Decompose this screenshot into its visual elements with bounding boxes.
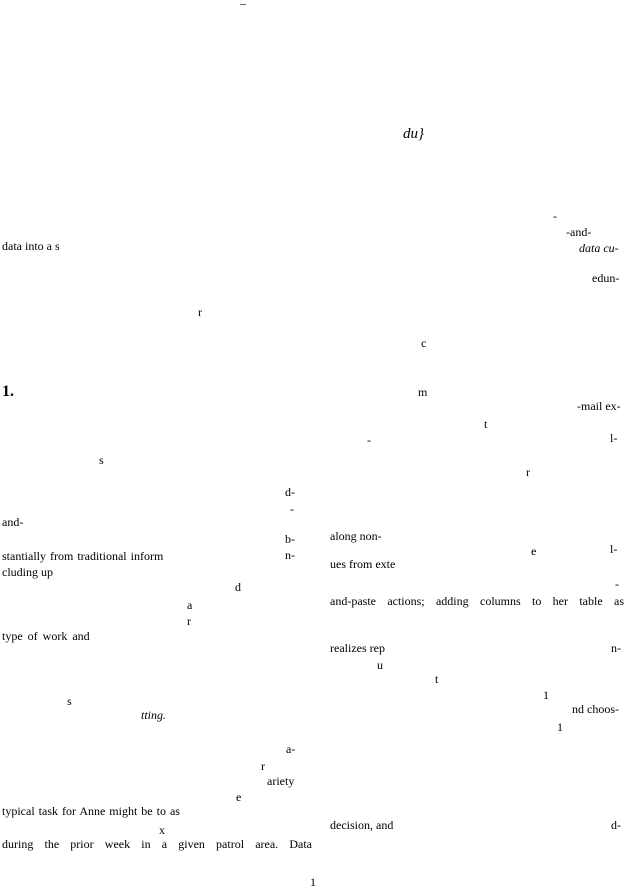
text-fragment: u — [377, 658, 383, 672]
text-fragment: ues from exte — [330, 557, 396, 571]
text-fragment: – — [240, 0, 246, 10]
text-fragment: m — [418, 385, 428, 399]
text-fragment: decision, and — [330, 818, 394, 832]
text-fragment: data into a s — [2, 239, 60, 253]
text-fragment: du} — [403, 126, 424, 142]
text-fragment: t — [435, 672, 439, 686]
text-fragment: edun- — [592, 271, 620, 285]
text-fragment: typical task for Anne might be to as — [2, 804, 180, 818]
text-fragment: and-paste actions; adding columns to her table as — [330, 594, 624, 608]
text-fragment: r — [526, 465, 530, 479]
text-fragment: e — [236, 790, 242, 804]
text-fragment: b- — [285, 532, 295, 546]
text-fragment: r — [187, 614, 191, 628]
text-fragment: realizes rep — [330, 641, 385, 655]
text-fragment: l- — [610, 431, 618, 445]
page-number: 1 — [310, 875, 316, 889]
text-fragment: data cu- — [579, 241, 619, 255]
text-fragment: 1 — [543, 688, 549, 702]
text-fragment: a — [187, 598, 193, 612]
text-fragment: d- — [611, 818, 621, 832]
text-fragment: d — [235, 580, 241, 594]
text-fragment: 1. — [2, 383, 14, 400]
text-fragment: a- — [286, 742, 296, 756]
text-fragment: t — [484, 417, 488, 431]
text-fragment: stantially from traditional inform — [2, 549, 164, 563]
text-fragment: - — [615, 577, 619, 591]
text-fragment: - — [290, 502, 294, 516]
text-fragment: r — [261, 759, 265, 773]
text-fragment: e — [531, 544, 537, 558]
text-fragment: - — [553, 209, 557, 223]
text-fragment: -mail ex- — [577, 399, 621, 413]
text-fragment: during the prior week in a given patrol area. Data — [2, 837, 312, 851]
text-fragment: n- — [285, 548, 295, 562]
text-fragment: type of work and — [2, 629, 90, 643]
text-fragment: l- — [610, 542, 618, 556]
text-fragment: cluding up — [2, 565, 53, 579]
text-fragment: x — [159, 823, 165, 837]
text-fragment: 1 — [557, 720, 563, 734]
text-fragment: ariety — [267, 774, 295, 788]
text-fragment: s — [99, 453, 104, 467]
text-fragment: nd choos- — [572, 702, 619, 716]
text-fragment: along non- — [330, 529, 382, 543]
text-fragment: - — [367, 433, 371, 447]
text-fragment: tting. — [141, 708, 167, 722]
text-fragment: -and- — [566, 225, 592, 239]
text-fragment: r — [198, 305, 202, 319]
text-fragment: n- — [611, 641, 621, 655]
text-fragment: d- — [285, 485, 295, 499]
text-fragment: c — [421, 336, 427, 350]
text-fragment: s — [67, 694, 72, 708]
text-fragment: and- — [2, 515, 24, 529]
